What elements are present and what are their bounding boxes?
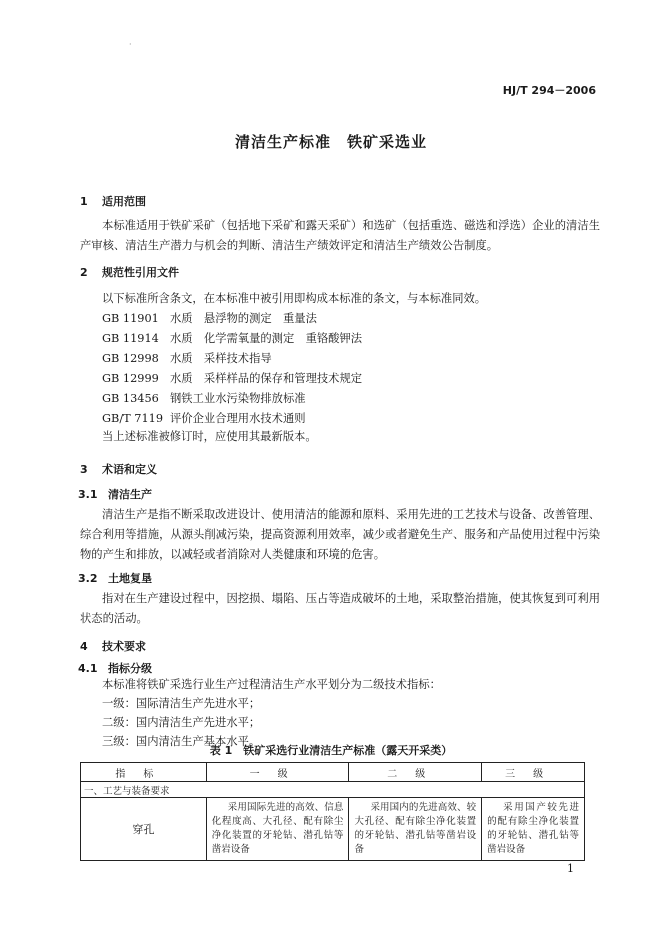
section-3-1-paragraph: 清洁生产是指不断采取改进设计、使用清洁的能源和原料、采用先进的工艺技术与设备、改善管理、综合利用等措施，从源头削减污染，提高资源利用效率，减少或者避免生产、服务和产品使用过程中污染物的产生和排放，以减轻或者消除对人类健康和环境的危害。 bbox=[80, 508, 600, 561]
section-1-paragraph: 本标准适用于铁矿采矿（包括地下采矿和露天采矿）和选矿（包括重选、磁选和浮选）企业的清洁生产审核、清洁生产潜力与机会的判断、清洁生产绩效评定和清洁生产绩效公告制度。 bbox=[80, 219, 600, 252]
cell-level-2: 采用国内的先进高效、较大孔径、配有除尘净化装置的牙轮钻、潜孔钻等凿岩设备 bbox=[349, 798, 482, 861]
reference-item: GB 11914 水质 化学需氧量的测定 重铬酸钾法 bbox=[102, 332, 363, 345]
level-item: 三级：国内清洁生产基本水平。 bbox=[102, 735, 261, 748]
table-caption: 表 1 铁矿采选行业清洁生产标准（露天开采类） bbox=[209, 744, 453, 757]
cell-level-3: 采用国产较先进的配有除尘净化装置的牙轮钻、潜孔钻等凿岩设备 bbox=[482, 798, 585, 861]
table-category-row bbox=[81, 782, 585, 798]
row-label: 穿孔 bbox=[81, 798, 207, 861]
header-level-3: 三级 bbox=[482, 763, 585, 782]
reference-item: GB 12999 水质 采样样品的保存和管理技术规定 bbox=[102, 372, 363, 385]
section-2-heading: 2 规范性引用文件 bbox=[80, 266, 179, 279]
category-label: 一、工艺与装备要求 bbox=[81, 782, 585, 798]
header-level-2: 二级 bbox=[349, 763, 482, 782]
section-4-heading: 4 技术要求 bbox=[80, 640, 146, 653]
reference-item: GB 11901 水质 悬浮物的测定 重量法 bbox=[102, 312, 317, 325]
section-3-1-heading: 3.1 清洁生产 bbox=[78, 488, 152, 501]
table-row bbox=[81, 798, 585, 861]
reference-item: GB 12998 水质 采样技术指导 bbox=[102, 352, 272, 365]
page-number: 1 bbox=[567, 862, 574, 875]
reference-item: GB 13456 钢铁工业水污染物排放标准 bbox=[102, 392, 306, 405]
header-indicator: 指标 bbox=[81, 763, 207, 782]
section-3-heading: 3 术语和定义 bbox=[80, 463, 157, 476]
table-header-row bbox=[81, 763, 585, 782]
section-4-1-intro: 本标准将铁矿采选行业生产过程清洁生产水平划分为二级技术指标： bbox=[102, 678, 441, 691]
section-3-2-paragraph: 指对在生产建设过程中，因挖损、塌陷、压占等造成破坏的土地，采取整治措施，使其恢复到可利用状态的活动。 bbox=[80, 592, 600, 625]
page-title: 清洁生产标准 铁矿采选业 bbox=[234, 133, 427, 151]
scan-speck: · bbox=[129, 40, 132, 49]
section-2-note: 当上述标准被修订时，应使用其最新版本。 bbox=[102, 430, 317, 443]
section-1-heading: 1 适用范围 bbox=[80, 195, 146, 208]
reference-item: GB/T 7119 评价企业合理用水技术通则 bbox=[102, 412, 306, 425]
section-2-intro: 以下标准所含条文，在本标准中被引用即构成本标准的条文，与本标准同效。 bbox=[102, 292, 487, 305]
section-4-1-heading: 4.1 指标分级 bbox=[78, 662, 152, 675]
section-3-2-heading: 3.2 土地复垦 bbox=[78, 572, 152, 585]
cell-level-1: 采用国际先进的高效、信息化程度高、大孔径、配有除尘净化装置的牙轮钻、潜孔钻等凿岩设备 bbox=[206, 798, 349, 861]
document-number: HJ/T 294－2006 bbox=[502, 84, 596, 97]
level-item: 二级：国内清洁生产先进水平； bbox=[102, 716, 261, 729]
header-level-1: 一级 bbox=[206, 763, 349, 782]
indicator-table bbox=[80, 762, 585, 861]
level-item: 一级：国际清洁生产先进水平； bbox=[102, 697, 261, 710]
